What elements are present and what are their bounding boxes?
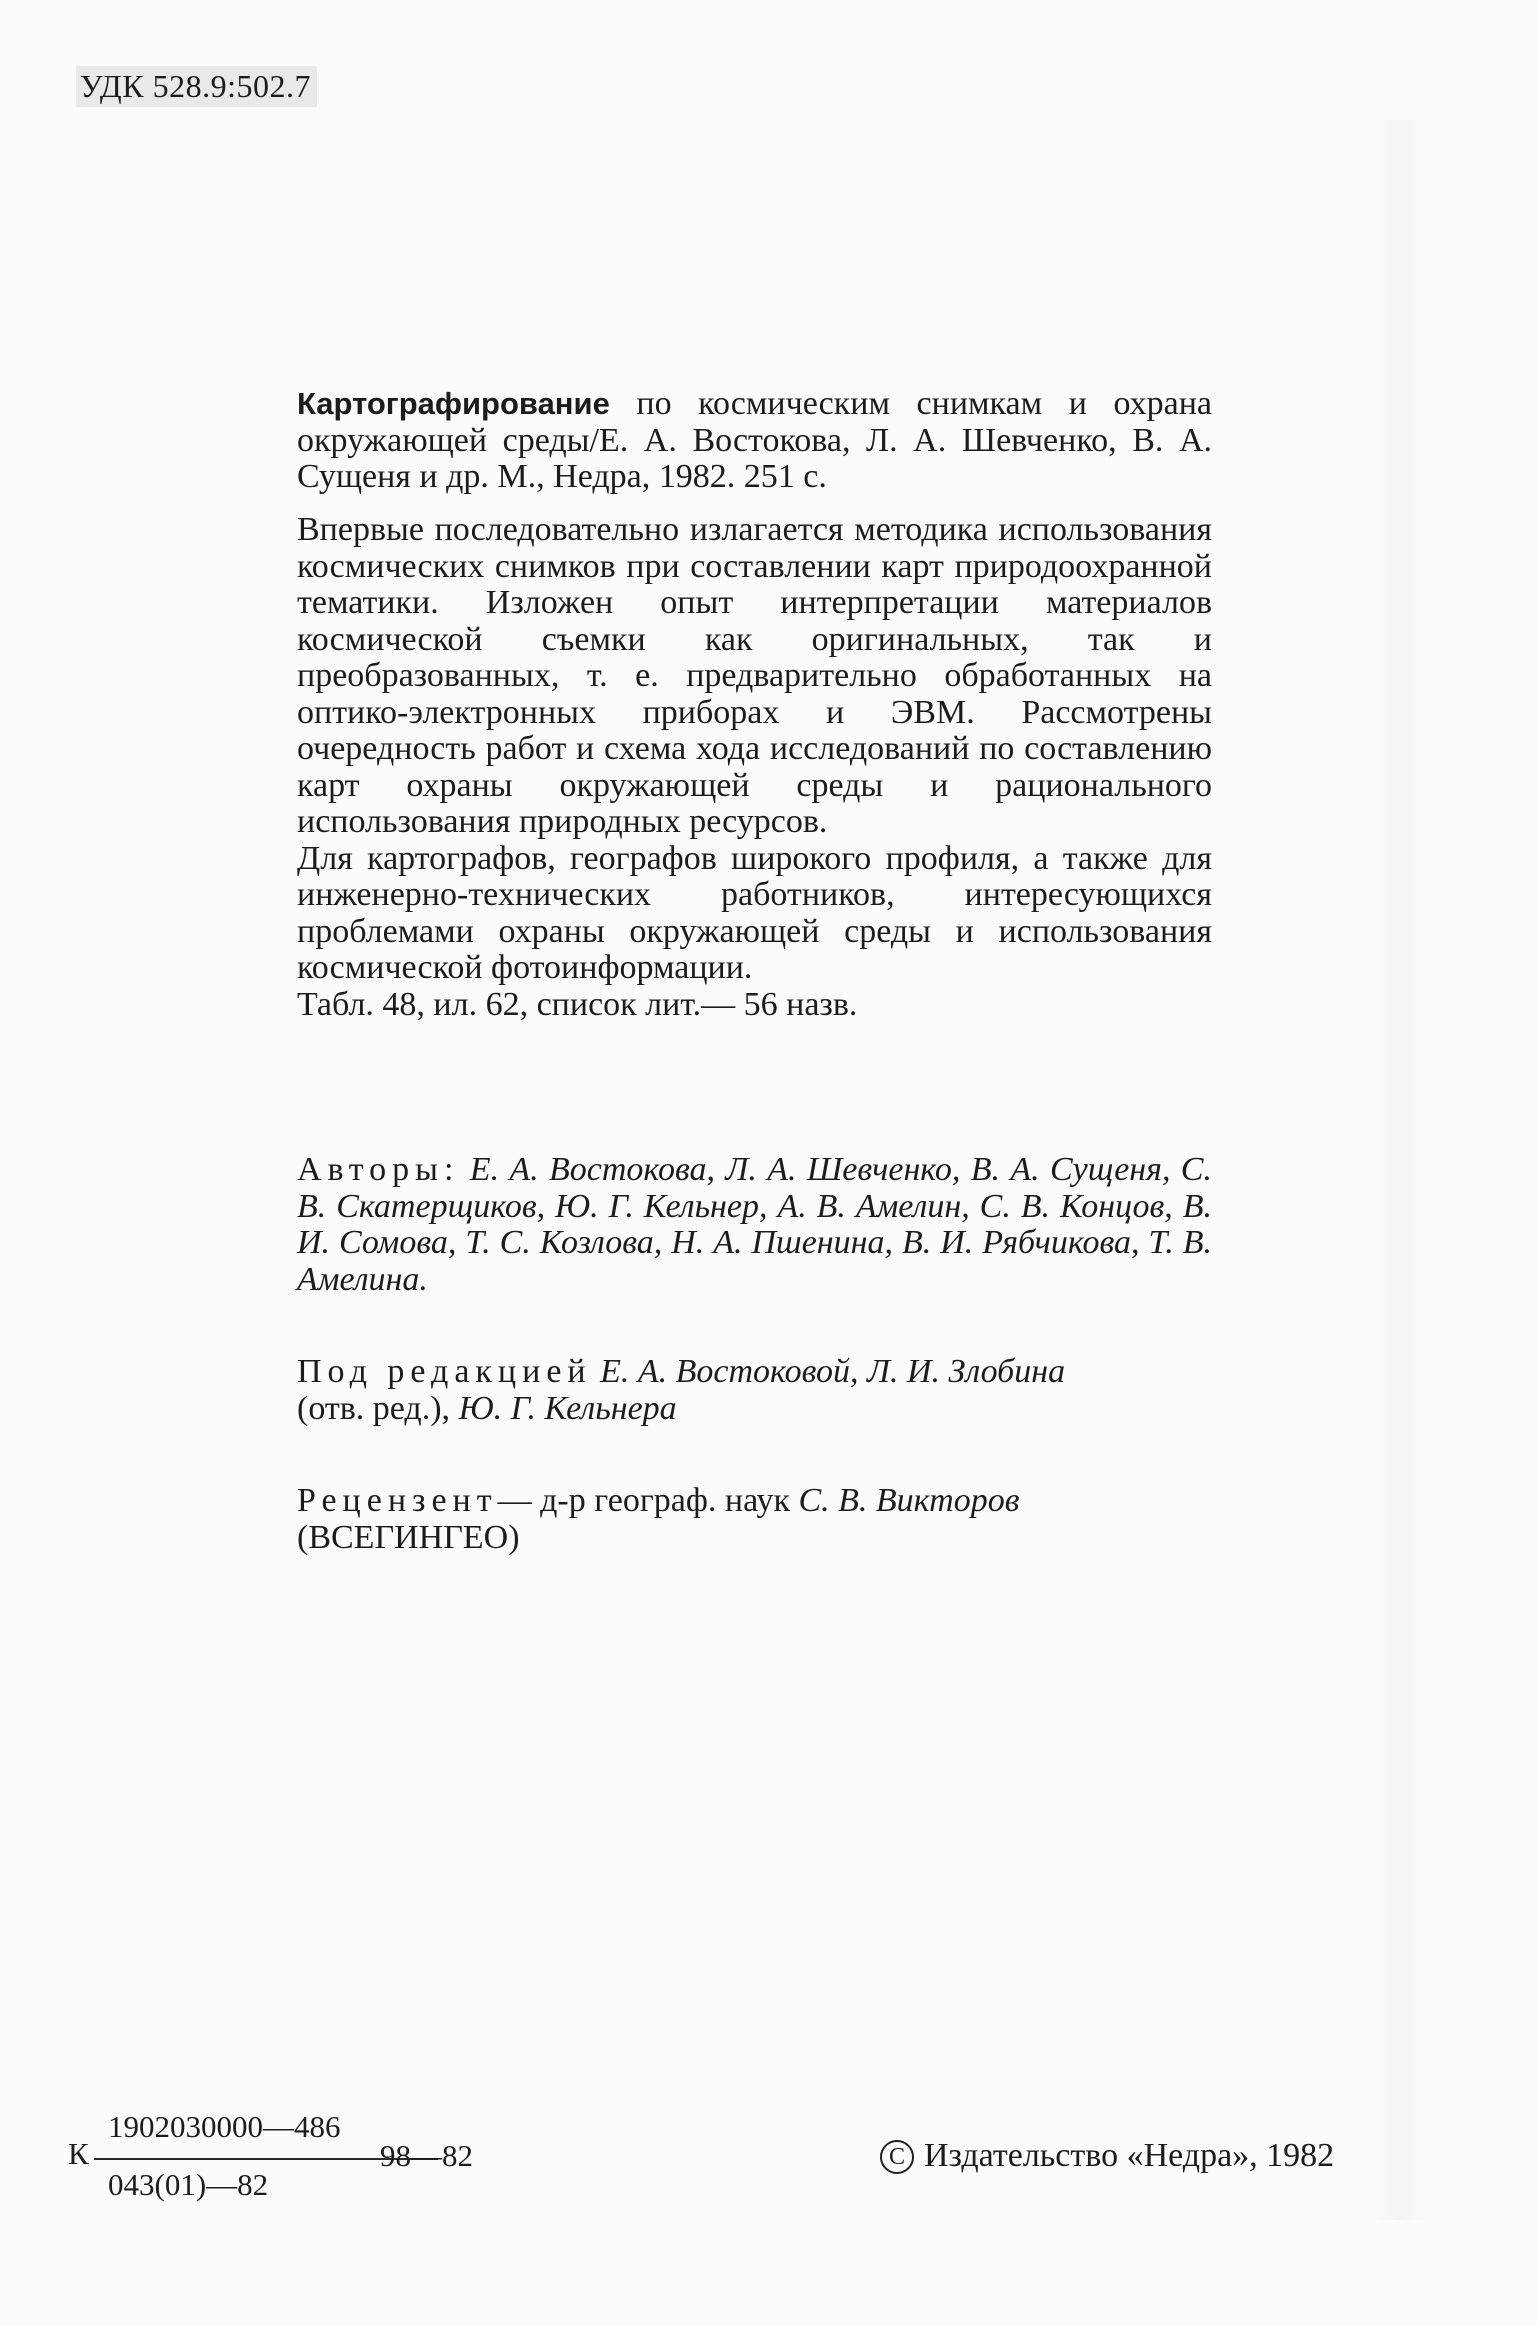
- editors-role: (отв. ред.),: [297, 1389, 451, 1427]
- abstract-paragraph-3: Табл. 48, ил. 62, список лит.— 56 назв.: [297, 985, 858, 1023]
- authors-list: [297, 1152, 1212, 1298]
- show-through-shadow: [1370, 120, 1430, 2220]
- copyright: [880, 2137, 1334, 2175]
- editors: [297, 1354, 1212, 1427]
- reviewer: [297, 1483, 1212, 1556]
- index-suffix: 98—82: [380, 2138, 473, 2173]
- editors-names-1: Е. А. Востоковой, Л. И. Злобина: [600, 1353, 1066, 1390]
- copyright-icon: C: [880, 2140, 914, 2174]
- bib-title-word: Картографирование: [297, 386, 610, 421]
- authors-label: Авторы:: [297, 1151, 460, 1188]
- abstract-paragraph-2: Для картографов, географов широкого профиля, а также для инженерно-технических работников, интересующихся проблемами охраны окружающей среды и использования космической фотоинформации.: [297, 839, 1212, 986]
- editors-names-2: Ю. Г. Кельнера: [458, 1389, 677, 1427]
- bibliographic-entry: [297, 386, 1212, 496]
- index-numerator: 1902030000—486: [108, 2109, 341, 2144]
- index-denominator: 043(01)—82: [108, 2167, 269, 2202]
- reviewer-title: — д-р географ. наук: [497, 1482, 790, 1519]
- abstract-paragraph-1: Впервые последовательно излагается методика использования космических снимков при составлении карт природоохранной тематики. Изложен опыт интерпретации материалов космической съемки как оригинальных, так и преобразованных, т. е. предварительно обработанных на оптико-электронных приборах и ЭВМ. Рассмотрены очередность работ и схема хода исследований по составлению карт охраны окружающей среды и рационального использования природных ресурсов.: [297, 511, 1212, 840]
- index-letter: К: [68, 2136, 89, 2171]
- bib-description: по космическим снимкам и охрана окружающей среды/Е. А. Востокова, Л. А. Шевченко, В. А. Сущеня и др. М., Недра, 1982. 251 с.: [297, 385, 1212, 495]
- reviewer-label: Рецензент: [297, 1482, 498, 1519]
- copyright-text: Издательство «Недра», 1982: [924, 2137, 1335, 2174]
- reviewer-org: (ВСЕГИНГЕО): [297, 1518, 520, 1556]
- editors-label: Под редакцией: [297, 1353, 592, 1390]
- udk-code: УДК 528.9:502.7: [76, 66, 317, 107]
- reviewer-name: С. В. Викторов: [798, 1482, 1020, 1519]
- authors-names: Е. А. Востокова, Л. А. Шевченко, В. А. Сущеня, С. В. Скатерщиков, Ю. Г. Кельнер, А. В. Амелин, С. В. Концов, В. И. Сомова, Т. С. Козлова, Н. А. Пшенина, В. И. Рябчикова, Т. В. Амелина.: [297, 1151, 1212, 1298]
- abstract: [297, 512, 1212, 1023]
